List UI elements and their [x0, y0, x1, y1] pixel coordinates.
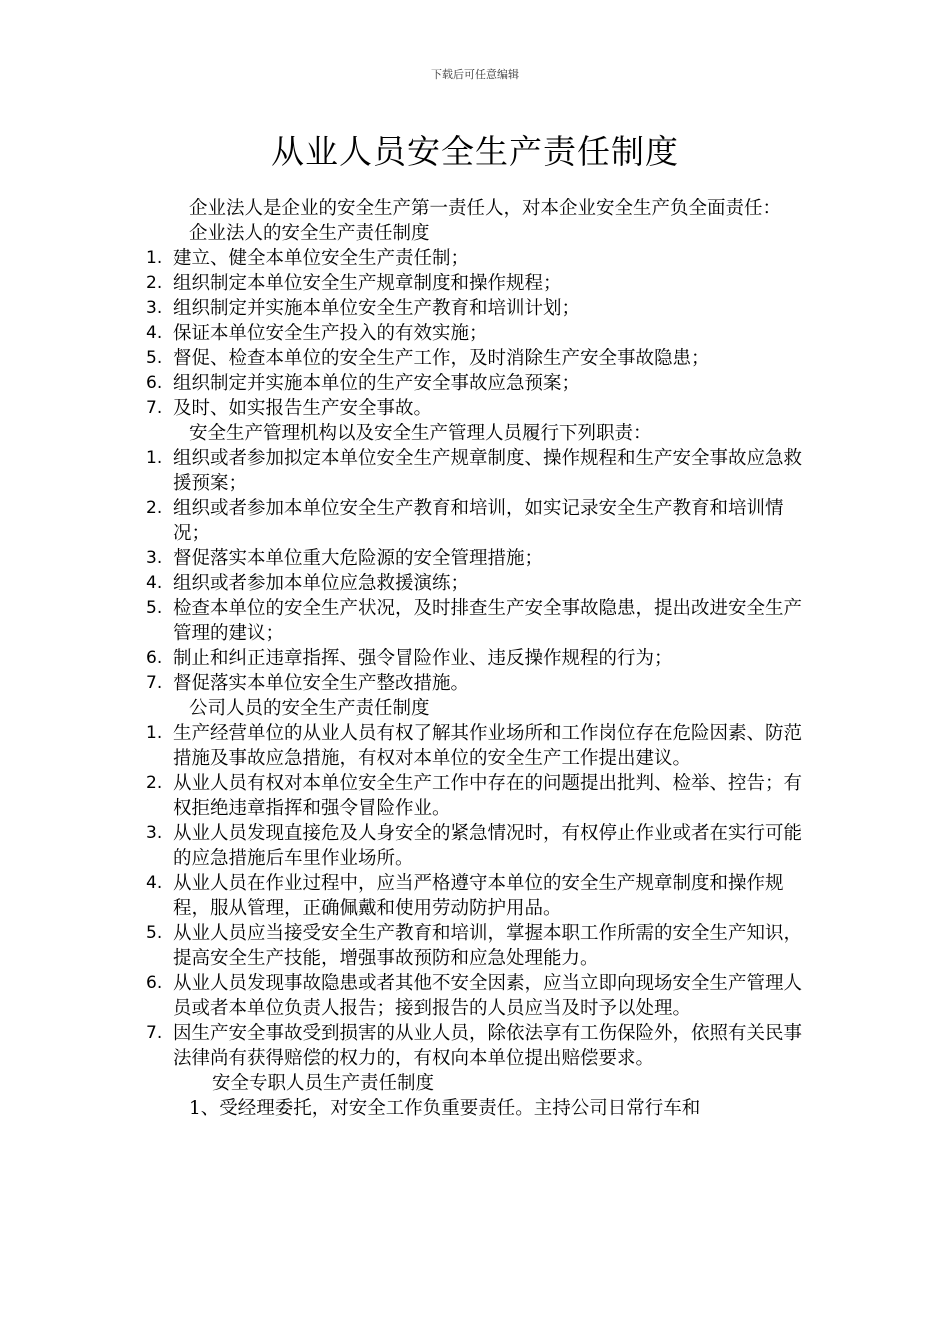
list-item: [146, 546, 811, 571]
list-item-text: 从业人员有权对本单位安全生产工作中存在的问题提出批判、检举、控告；有权拒绝违章指挥和强令冒险作业。: [173, 773, 803, 819]
list-number: 6.: [146, 648, 163, 668]
list-number: 4.: [146, 323, 163, 343]
intro-paragraph: 企业法人是企业的安全生产第一责任人，对本企业安全生产负全面责任：: [189, 198, 782, 219]
list-number: 2.: [146, 273, 163, 293]
list-item-text: 督促、检查本单位的安全生产工作，及时消除生产安全事故隐患；: [173, 348, 710, 369]
list-number: 2.: [146, 498, 163, 518]
list-item-text: 保证本单位安全生产投入的有效实施；: [173, 323, 488, 344]
list-number: 1.: [146, 723, 163, 743]
list-number: 7.: [146, 398, 163, 418]
list-item-text: 组织制定本单位安全生产规章制度和操作规程；: [173, 273, 562, 294]
list-item-text: 组织或者参加拟定本单位安全生产规章制度、操作规程和生产安全事故应急救援预案；: [173, 448, 803, 494]
list-number: 4.: [146, 873, 163, 893]
section1-heading: 企业法人的安全生产责任制度: [189, 223, 430, 244]
list-number: 7.: [146, 673, 163, 693]
list-item: [146, 446, 811, 496]
list-number: 1.: [146, 248, 163, 268]
list-item-text: 从业人员应当接受安全生产教育和培训，掌握本职工作所需的安全生产知识，提高安全生产技能，增强事故预防和应急处理能力。: [173, 923, 803, 969]
list-item-text: 及时、如实报告生产安全事故。: [173, 398, 433, 419]
list-item: [146, 296, 811, 321]
list-number: 5.: [146, 598, 163, 618]
list-item: [146, 771, 811, 821]
section3-list: [146, 721, 811, 1071]
list-item-text: 组织制定并实施本单位的生产安全事故应急预案；: [173, 373, 581, 394]
list-number: 7.: [146, 1023, 163, 1043]
list-item-text: 检查本单位的安全生产状况，及时排查生产安全事故隐患，提出改进安全生产管理的建议；: [173, 598, 803, 644]
list-item-text: 制止和纠正违章指挥、强令冒险作业、违反操作规程的行为；: [173, 648, 673, 669]
list-number: 5.: [146, 923, 163, 943]
list-item-text: 因生产安全事故受到损害的从业人员，除依法享有工伤保险外，依照有关民事法律尚有获得赔偿的权力的，有权向本单位提出赔偿要求。: [173, 1023, 803, 1069]
list-item: [146, 596, 811, 646]
list-item: [146, 721, 811, 771]
list-number: 6.: [146, 973, 163, 993]
list-number: 2.: [146, 773, 163, 793]
document-body: [146, 196, 811, 1121]
page-header: 下载后可任意编辑: [431, 68, 519, 81]
list-item: [146, 321, 811, 346]
list-number: 3.: [146, 298, 163, 318]
list-item: [146, 271, 811, 296]
list-number: 6.: [146, 373, 163, 393]
list-item: [146, 671, 811, 696]
list-item-text: 督促落实本单位重大危险源的安全管理措施；: [173, 548, 544, 569]
list-item-text: 生产经营单位的从业人员有权了解其作业场所和工作岗位存在危险因素、防范措施及事故应急措施，有权对本单位的安全生产工作提出建议。: [173, 723, 803, 769]
section4-paragraph: 1、受经理委托，对安全工作负重要责任。主持公司日常行车和: [189, 1098, 701, 1119]
list-item: [146, 921, 811, 971]
section1-list: [146, 246, 811, 421]
list-item: [146, 571, 811, 596]
list-item: [146, 821, 811, 871]
list-number: 5.: [146, 348, 163, 368]
list-item-text: 组织或者参加本单位安全生产教育和培训，如实记录安全生产教育和培训情况；: [173, 498, 784, 544]
list-item: [146, 646, 811, 671]
list-item-text: 组织或者参加本单位应急救援演练；: [173, 573, 470, 594]
document-title: 从业人员安全生产责任制度: [271, 132, 679, 171]
list-number: 3.: [146, 823, 163, 843]
section4-heading: 安全专职人员生产责任制度: [212, 1073, 435, 1094]
list-item: [146, 346, 811, 371]
list-item-text: 建立、健全本单位安全生产责任制；: [173, 248, 470, 269]
list-item: [146, 496, 811, 546]
list-item: [146, 971, 811, 1021]
section2-heading: 安全生产管理机构以及安全生产管理人员履行下列职责：: [189, 423, 652, 444]
list-item: [146, 371, 811, 396]
list-item: [146, 246, 811, 271]
list-item: [146, 396, 811, 421]
section2-list: [146, 446, 811, 696]
list-item: [146, 871, 811, 921]
list-item-text: 组织制定并实施本单位安全生产教育和培训计划；: [173, 298, 581, 319]
list-number: 1.: [146, 448, 163, 468]
list-item-text: 督促落实本单位安全生产整改措施。: [173, 673, 470, 694]
list-item-text: 从业人员在作业过程中，应当严格遵守本单位的安全生产规章制度和操作规程，服从管理，正确佩戴和使用劳动防护用品。: [173, 873, 784, 919]
list-number: 3.: [146, 548, 163, 568]
section3-heading: 公司人员的安全生产责任制度: [189, 698, 430, 719]
list-item: [146, 1021, 811, 1071]
list-item-text: 从业人员发现事故隐患或者其他不安全因素，应当立即向现场安全生产管理人员或者本单位负责人报告；接到报告的人员应当及时予以处理。: [173, 973, 803, 1019]
list-number: 4.: [146, 573, 163, 593]
list-item-text: 从业人员发现直接危及人身安全的紧急情况时，有权停止作业或者在实行可能的应急措施后车里作业场所。: [173, 823, 803, 869]
